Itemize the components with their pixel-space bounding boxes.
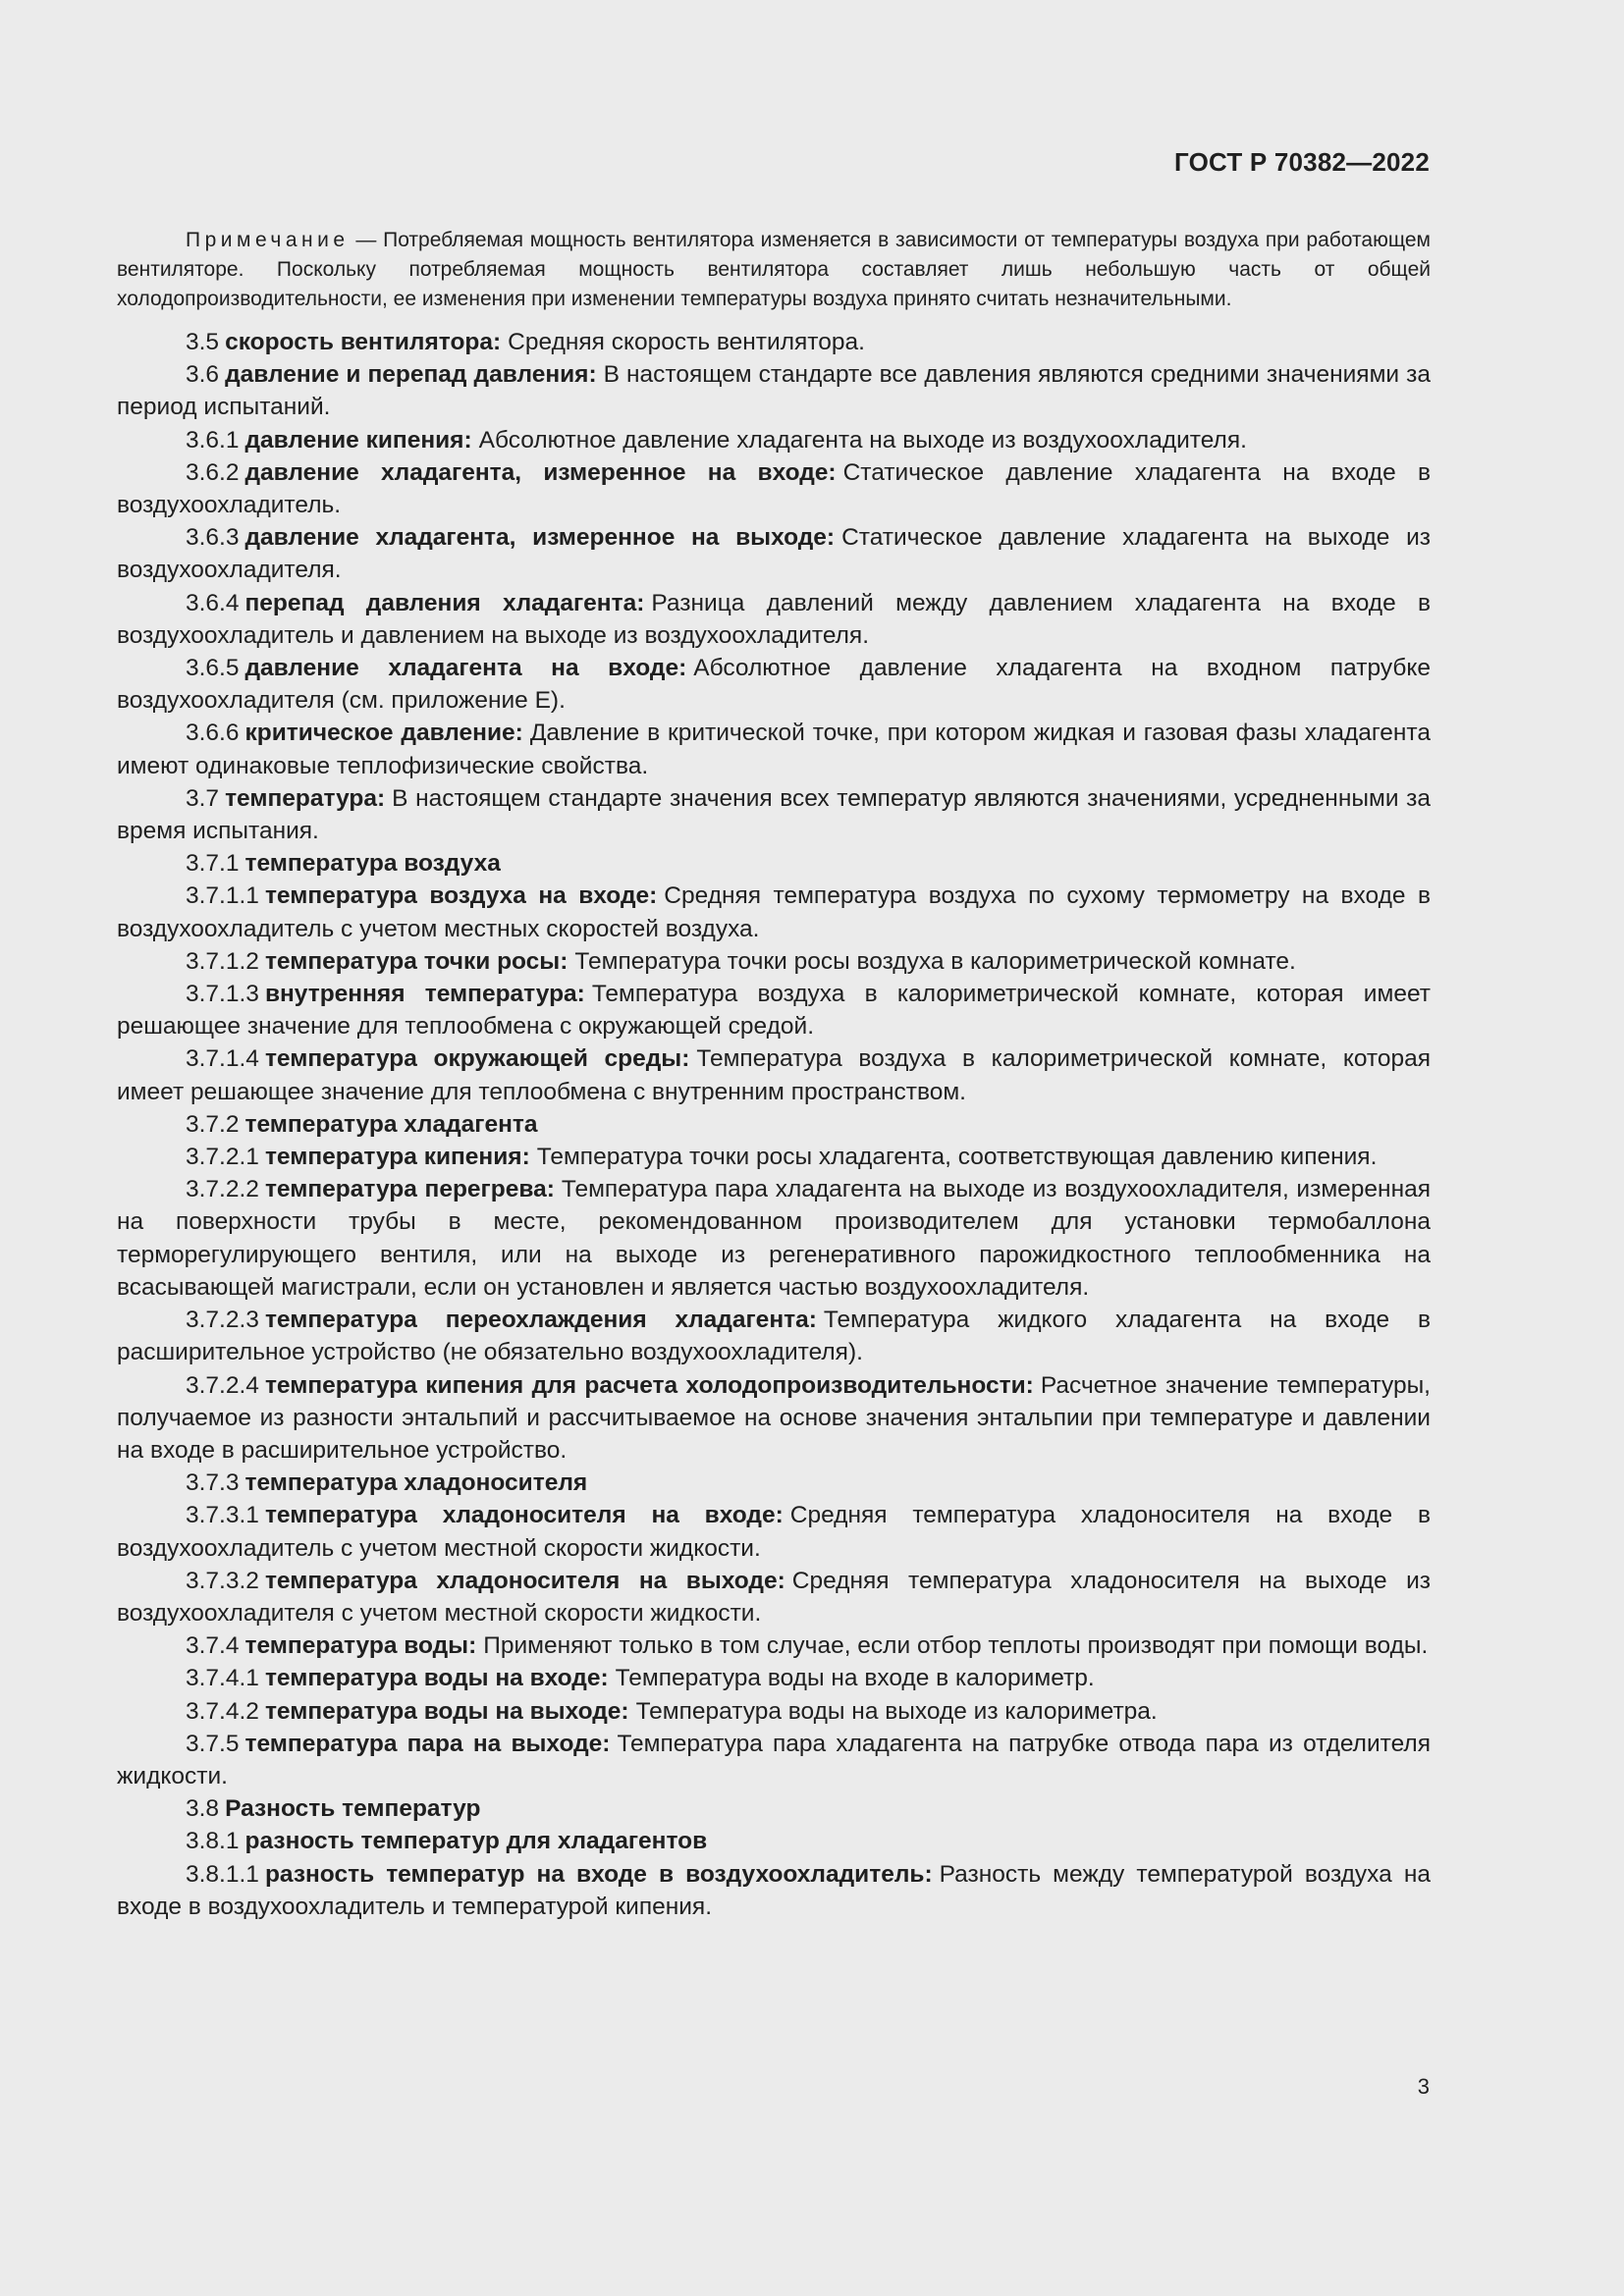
clause-text: Температура пара хладагента на выходе из воздухоохладителя, измеренная на поверхности трубы в месте, рекомендованном производителем для установки термобаллона терморегулирующего вентиля, или на выходе из регенеративного парожидкостного теплообменника на всасывающей магистрали, если он установлен и является частью воздухоохладителя. [117,1176,1431,1301]
clause-text: Разность между температурой воздуха на входе в воздухоохладитель и температурой кипения. [117,1860,1431,1920]
clause-number: 3.7 [186,784,220,812]
clause-term: температура хладагента [244,1110,538,1138]
clause-text: Температура жидкого хладагента на входе в расширительное устройство (не обязательно воздухоохладителя). [117,1307,1431,1366]
definitions-list [117,326,1431,1923]
definition-paragraph [117,945,1431,978]
definition-paragraph [117,1304,1431,1368]
clause-term: скорость вентилятора: [225,329,502,355]
clause-text: Температура точки росы воздуха в калориметрической комнате. [574,947,1296,975]
clause-number: 3.7.4.1 [186,1665,259,1692]
clause-number: 3.6.4 [186,589,240,616]
definition-paragraph [117,880,1431,944]
definition-paragraph [117,1141,1431,1173]
document-header: ГОСТ Р 70382—2022 [1174,147,1430,177]
clause-text: Статическое давление хладагента на выходе из воздухоохладителя. [117,524,1432,584]
definition-paragraph [117,587,1431,652]
definition-paragraph [117,1108,1431,1141]
clause-number: 3.7.4 [186,1632,240,1660]
clause-number: 3.6.5 [186,655,240,682]
clause-number: 3.5 [186,329,220,355]
clause-number: 3.7.3.2 [186,1567,259,1594]
clause-term: температура воздуха на входе: [264,882,658,910]
clause-term: температура воздуха [244,850,501,878]
definition-paragraph [117,1173,1431,1304]
definition-paragraph [117,717,1431,781]
clause-text: Средняя скорость вентилятора. [508,329,865,355]
definition-paragraph [117,1499,1431,1564]
clause-text: В настоящем стандарте все давления являются средними значениями за период испытаний. [117,361,1432,421]
clause-term: температура хладоносителя на входе: [264,1502,784,1529]
clause-term: температура переохлаждения хладагента: [264,1307,817,1334]
clause-number: 3.8.1 [186,1828,240,1855]
clause-term: температура воды на входе: [264,1665,609,1692]
clause-term: Разность температур [225,1795,481,1823]
definition-paragraph [117,1467,1431,1499]
clause-number: 3.6.6 [186,720,240,747]
clause-number: 3.7.1.3 [186,981,259,1008]
definition-paragraph [117,782,1431,847]
clause-term: перепад давления хладагента: [244,589,645,616]
clause-number: 3.6.2 [186,458,240,486]
clause-term: внутренняя температура: [264,981,585,1008]
clause-number: 3.7.3.1 [186,1502,259,1529]
clause-term: температура кипения для расчета холодопроизводительности: [264,1371,1034,1399]
clause-term: температура пара на выходе: [244,1730,611,1757]
clause-term: разность температур на входе в воздухоохладитель: [264,1860,933,1888]
clause-text: Температура воды на выходе из калориметра. [635,1697,1158,1725]
clause-term: температура: [225,784,386,812]
clause-text: Температура пара хладагента на патрубке отвода пара из отделителя жидкости. [117,1730,1431,1789]
clause-number: 3.8.1.1 [186,1860,259,1888]
clause-number: 3.8 [186,1795,220,1823]
clause-term: температура воды: [244,1632,477,1660]
clause-number: 3.7.3 [186,1469,240,1497]
clause-number: 3.7.1.4 [186,1045,259,1073]
clause-text: Расчетное значение температуры, получаемое из разности энтальпий и рассчитываемое на основе значения энтальпии при температуре и давлении на входе в расширительное устройство. [117,1371,1431,1464]
note-label: Примечание [186,229,350,251]
clause-number: 3.7.1.1 [186,882,259,910]
definition-paragraph [117,424,1431,456]
definition-paragraph [117,1695,1431,1728]
clause-text: Разница давлений между давлением хладагента на входе в воздухоохладитель и давлением на выходе из воздухоохладителя. [117,589,1431,649]
clause-number: 3.7.2.4 [186,1371,259,1399]
definition-paragraph [117,1792,1431,1825]
clause-term: давление хладагента, измеренное на входе: [244,458,837,486]
clause-number: 3.7.1.2 [186,947,259,975]
clause-number: 3.7.2.1 [186,1144,259,1171]
document-body [117,226,1431,1923]
clause-text: Средняя температура воздуха по сухому термометру на входе в воздухоохладитель с учетом местных скоростей воздуха. [117,882,1431,942]
clause-term: температура перегрева: [264,1176,555,1203]
clause-term: критическое давление: [244,720,523,747]
clause-text: Применяют только в том случае, если отбор теплоты производят при помощи воды. [483,1632,1429,1660]
clause-number: 3.6.3 [186,524,240,552]
definition-paragraph [117,521,1431,586]
clause-term: разность температур для хладагентов [244,1828,708,1855]
definition-paragraph [117,1825,1431,1857]
clause-text: Давление в критической точке, при котором жидкая и газовая фазы хладагента имеют одинаковые теплофизические свойства. [117,720,1432,779]
clause-number: 3.6 [186,361,220,389]
clause-term: температура хладоносителя [244,1469,588,1497]
definition-paragraph [117,326,1431,358]
clause-text: Абсолютное давление хладагента на выходе из воздухоохладителя. [478,426,1247,454]
clause-text: Температура воздуха в калориметрической комнате, которая имеет решающее значение для теплообмена с окружающей средой. [117,981,1431,1041]
clause-term: давление и перепад давления: [225,361,597,389]
definition-paragraph [117,1565,1431,1629]
definition-paragraph [117,1629,1431,1662]
definition-paragraph [117,358,1431,423]
clause-term: температура точки росы: [264,947,568,975]
clause-term: температура окружающей среды: [264,1045,690,1073]
clause-term: температура воды на выходе: [264,1697,629,1725]
clause-text: Статическое давление хладагента на входе в воздухоохладитель. [117,458,1431,519]
clause-text: Температура точки росы хладагента, соответствующая давлению кипения. [536,1144,1378,1171]
clause-number: 3.7.1 [186,850,240,878]
definition-paragraph [117,1042,1431,1107]
definition-paragraph [117,652,1431,717]
clause-text: Средняя температура хладоносителя на выходе из воздухоохладителя с учетом местной скорости жидкости. [117,1567,1432,1627]
definition-paragraph [117,847,1431,880]
clause-term: давление кипения: [244,426,472,454]
definition-paragraph [117,456,1431,521]
clause-number: 3.6.1 [186,426,240,454]
clause-text: Температура воздуха в калориметрической комнате, которая имеет решающее значение для теплообмена с внутренним пространством. [117,1045,1432,1105]
clause-text: Средняя температура хладоносителя на входе в воздухоохладитель с учетом местной скорости жидкости. [117,1502,1431,1562]
clause-term: температура хладоносителя на выходе: [264,1567,785,1594]
clause-text: Абсолютное давление хладагента на входном патрубке воздухоохладителя (см. приложение Е). [117,655,1431,715]
clause-number: 3.7.2.2 [186,1176,259,1203]
page-number: 3 [1417,2074,1430,2099]
clause-term: давление хладагента, измеренное на выходе: [244,524,836,552]
clause-number: 3.7.4.2 [186,1697,259,1725]
note-text: — Потребляемая мощность вентилятора изменяется в зависимости от температуры воздуха при работающем вентиляторе. Поскольку потребляемая мощность вентилятора составляет лишь небольшую часть от общей холодопроизводительности, ее изменения при изменении температуры воздуха принято считать незначительными. [117,229,1431,310]
clause-number: 3.7.5 [186,1730,240,1757]
clause-text: Температура воды на входе в калориметр. [615,1665,1095,1692]
clause-number: 3.7.2.3 [186,1307,259,1334]
clause-number: 3.7.2 [186,1110,240,1138]
definition-paragraph [117,1728,1431,1792]
clause-text: В настоящем стандарте значения всех температур являются значениями, усредненными за время испытания. [117,784,1431,845]
definition-paragraph [117,1662,1431,1694]
definition-paragraph [117,1369,1431,1468]
note-paragraph [117,226,1431,314]
clause-term: температура кипения: [264,1144,530,1171]
definition-paragraph [117,978,1431,1042]
clause-term: давление хладагента на входе: [244,655,687,682]
definition-paragraph [117,1858,1431,1923]
